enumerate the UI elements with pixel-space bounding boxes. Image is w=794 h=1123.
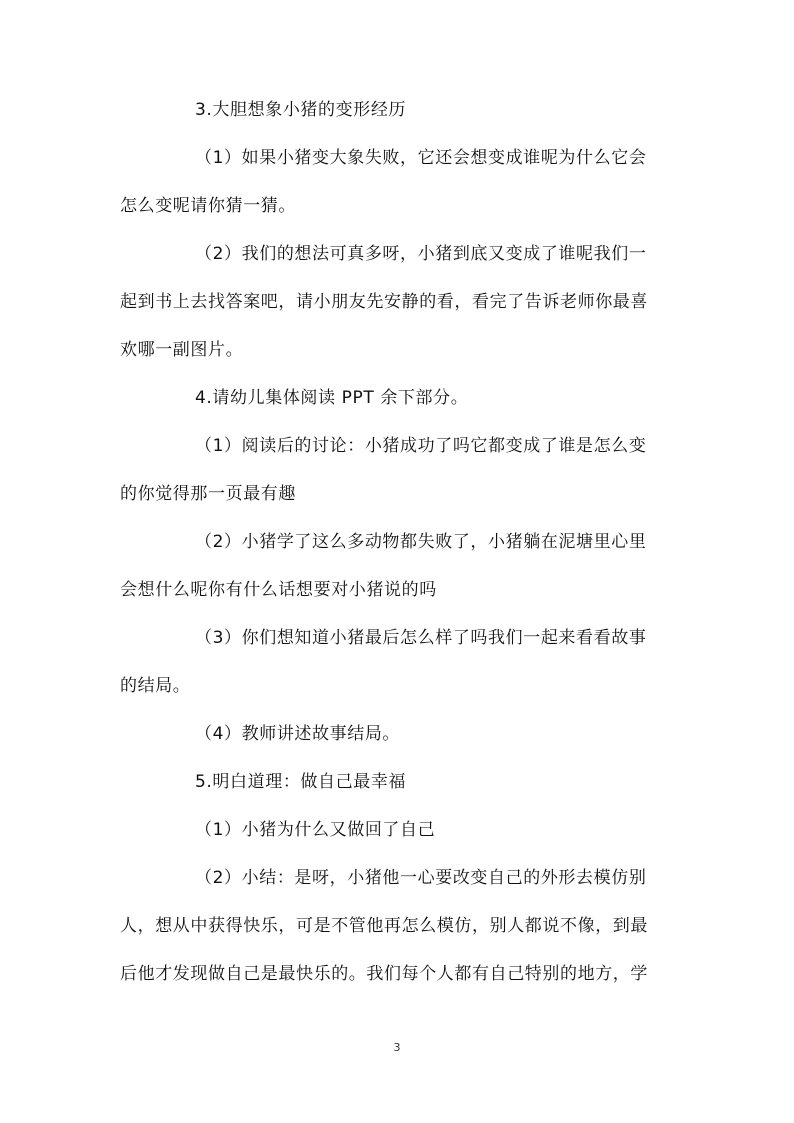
paragraph-line: （2）小猪学了这么多动物都失败了，小猪躺在泥塘里心里 (195, 532, 647, 552)
page-number: 3 (393, 1041, 401, 1054)
paragraph-line: 怎么变呢请你猜一猜。 (120, 196, 296, 216)
heading-3: 3.大胆想象小猪的变形经历 (195, 100, 407, 120)
paragraph-line: （4）教师讲述故事结局。 (195, 724, 401, 744)
paragraph-line: （3）你们想知道小猪最后怎么样了吗我们一起来看看故事 (195, 628, 647, 648)
paragraph-line: （1）阅读后的讨论：小猪成功了吗它都变成了谁是怎么变 (195, 436, 647, 456)
paragraph-line: （2）我们的想法可真多呀，小猪到底又变成了谁呢我们一 (195, 244, 647, 264)
paragraph-line: （2）小结：是呀，小猪他一心要改变自己的外形去模仿别 (195, 868, 647, 888)
heading-4: 4.请幼儿集体阅读 PPT 余下部分。 (195, 388, 469, 408)
paragraph-line: （1）如果小猪变大象失败，它还会想变成谁呢为什么它会 (195, 148, 647, 168)
paragraph-line: 欢哪一副图片。 (120, 340, 244, 360)
paragraph-line: 人，想从中获得快乐，可是不管他再怎么模仿，别人都说不像，到最 (120, 916, 648, 936)
paragraph-line: 后他才发现做自己是最快乐的。我们每个人都有自己特别的地方，学 (120, 964, 648, 984)
paragraph-line: 的结局。 (120, 676, 191, 696)
paragraph-line: 的你觉得那一页最有趣 (120, 484, 296, 504)
heading-5: 5.明白道理：做自己最幸福 (195, 772, 407, 792)
paragraph-line: 起到书上去找答案吧，请小朋友先安静的看，看完了告诉老师你最喜 (120, 292, 648, 312)
paragraph-line: （1）小猪为什么又做回了自己 (195, 820, 436, 840)
paragraph-line: 会想什么呢你有什么话想要对小猪说的吗 (120, 580, 437, 600)
